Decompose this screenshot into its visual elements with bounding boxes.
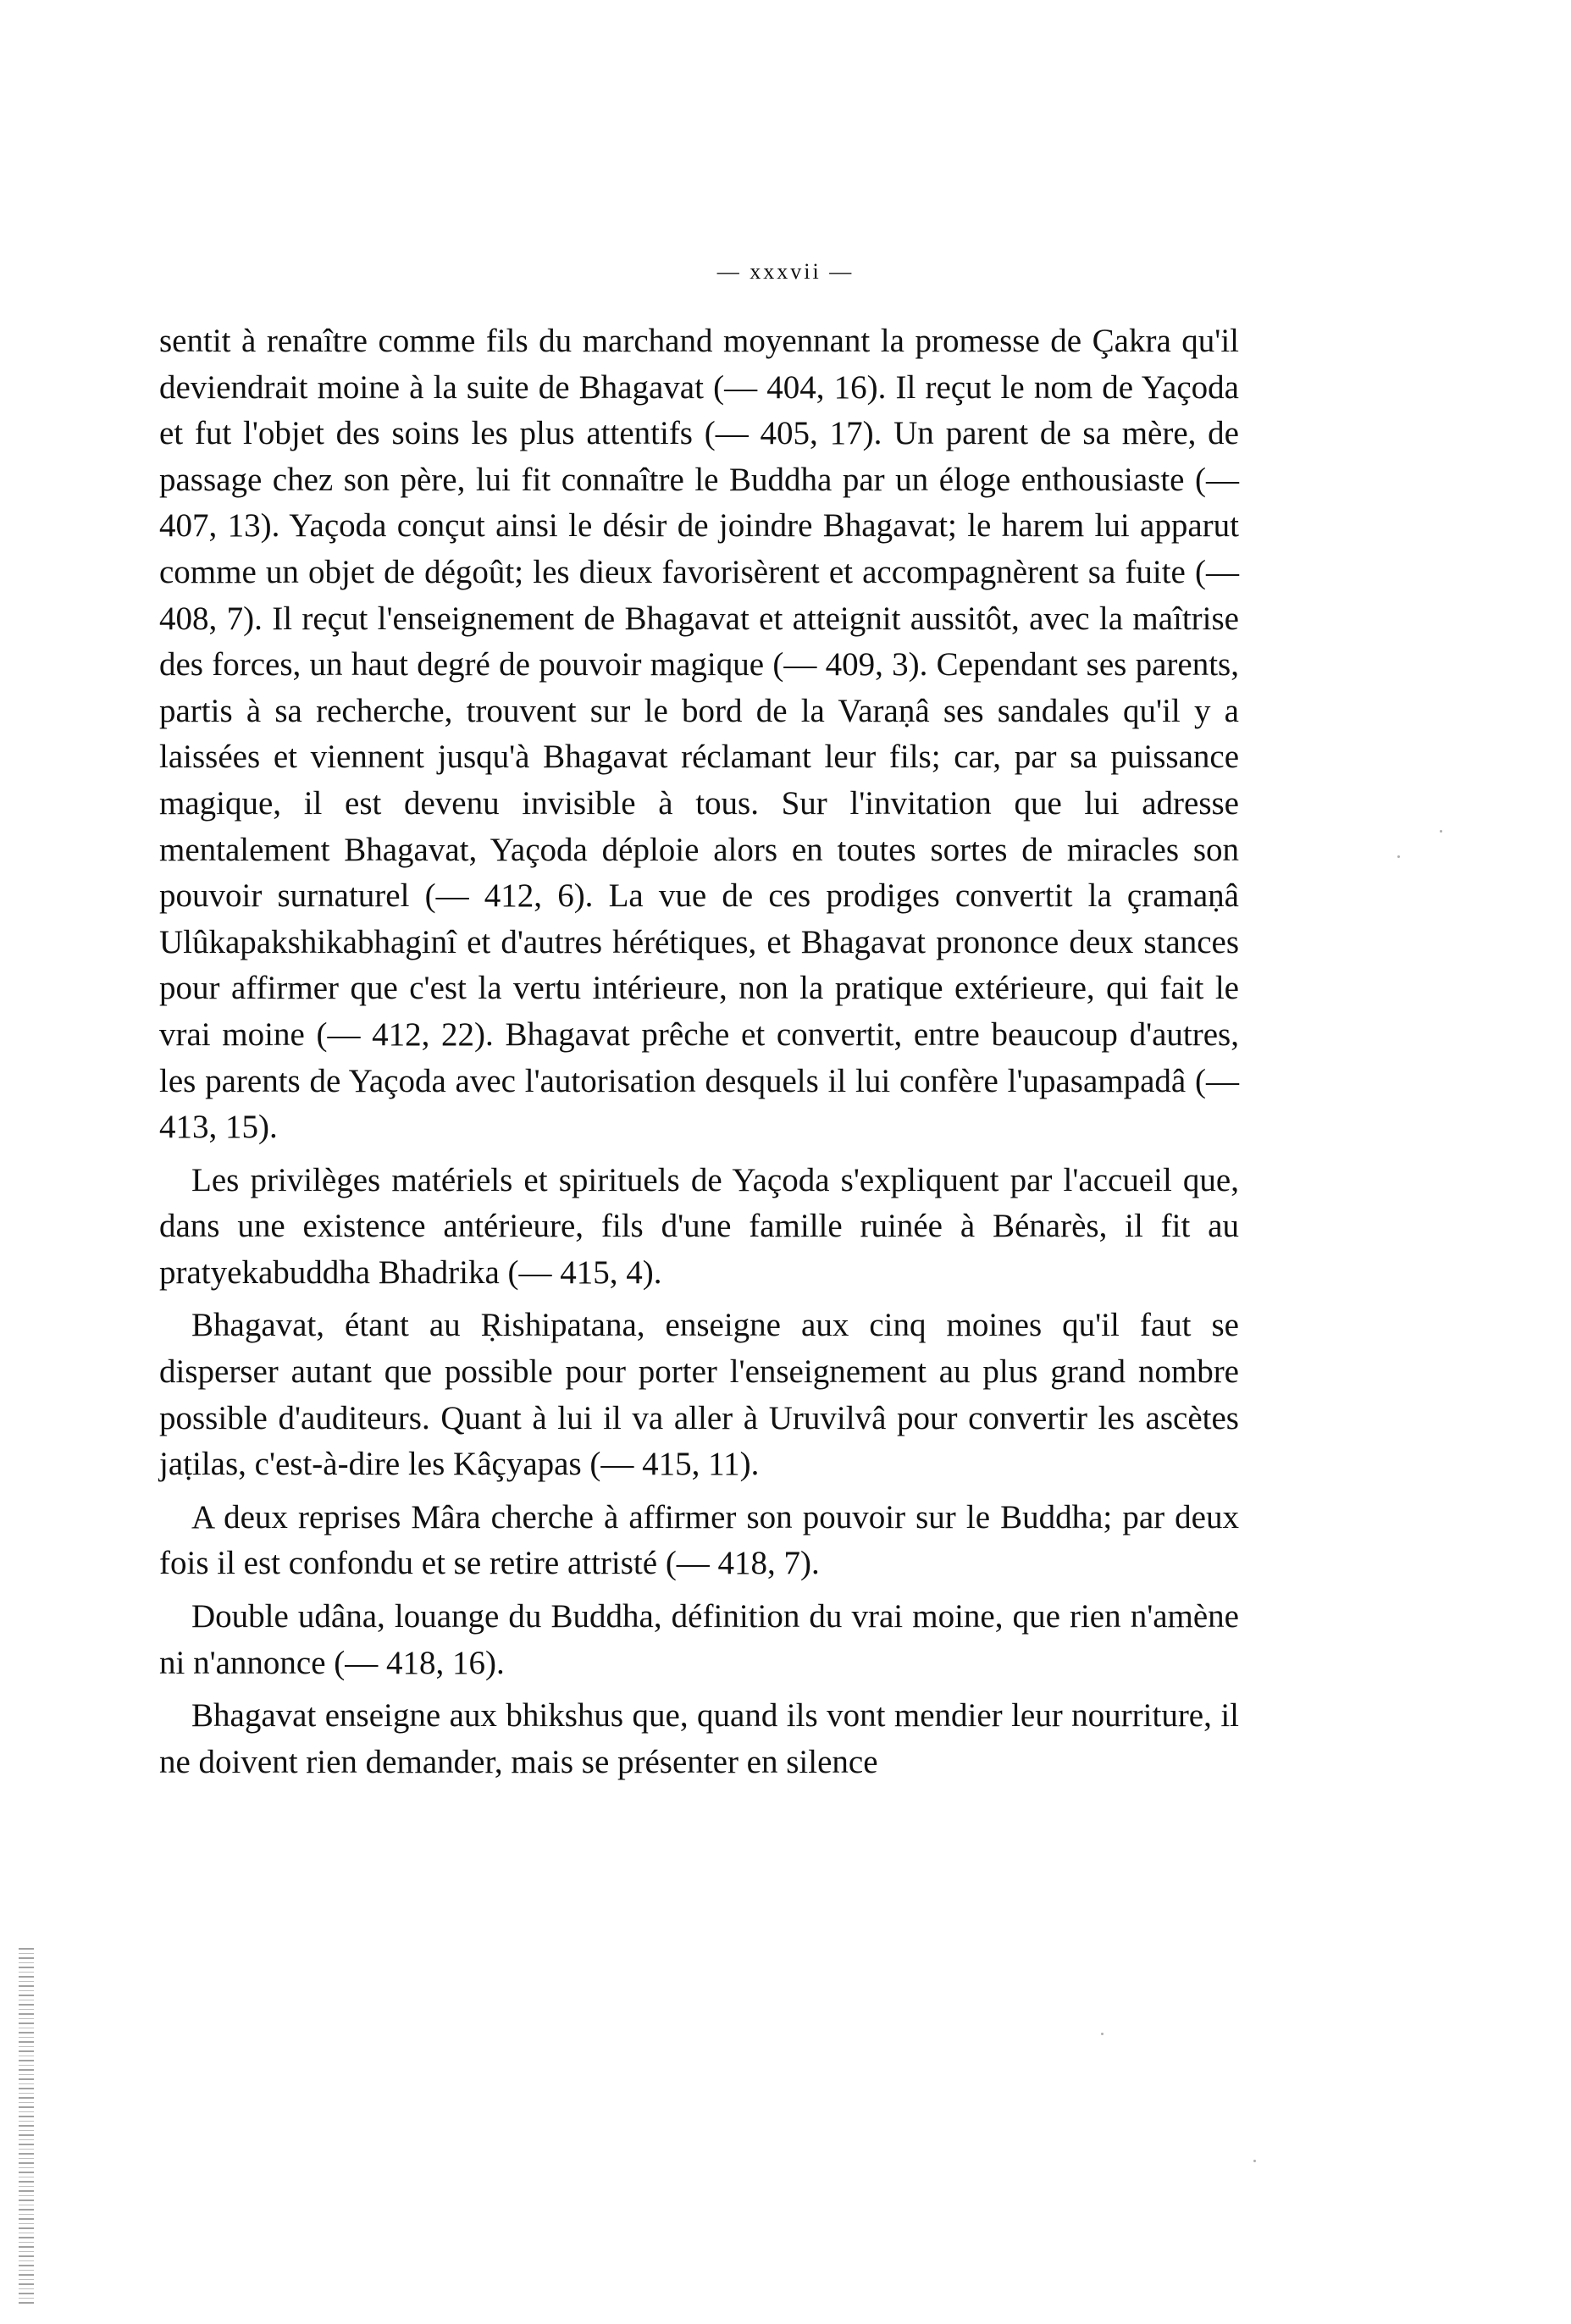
paper-speck [1253,2160,1256,2162]
paper-speck [1397,855,1400,858]
paper-speck [1101,2033,1104,2035]
body-text [159,318,1239,1785]
paragraph: Double udâna, louange du Buddha, définition du vrai moine, que rien n'amène ni n'annonce (— 418, 16). [159,1598,1239,1681]
paragraph: A deux reprises Mâra cherche à affirmer son pouvoir sur le Buddha; par deux fois il est confondu et se retire attristé (— 418, 7). [159,1498,1239,1582]
page-number-header: — xxxvii — [716,259,855,284]
paragraph: Les privilèges matériels et spirituels de Yaçoda s'expliquent par l'accueil que, dans une existence antérieure, fils d'une famille ruinée à Bénarès, il fit au pratyekabuddha Bhadrika (— 415, 4). [159,1161,1239,1291]
binding-edge-mark [19,1948,34,2304]
paragraph: Bhagavat, étant au Ṛishipatana, enseigne aux cinq moines qu'il faut se disperser autant que possible pour porter l'enseignement au plus grand nombre possible d'auditeurs. Quant à lui il va aller à Uruvilvâ pour convertir les ascètes jaṭilas, c'est-à-dire les Kâçyapas (— 415, 11). [159,1307,1239,1483]
paragraph-continued: sentit à renaître comme fils du marchand moyennant la promesse de Çakra qu'il deviendrait moine à la suite de Bhagavat (— 404, 16). Il reçut le nom de Yaçoda et fut l'objet des soins les plus attentifs (— 405, 17). Un parent de sa mère, de passage chez son père, lui fit connaître le Buddha par un éloge enthousiaste (— 407, 13). Yaçoda conçut ainsi le désir de joindre Bhagavat; le harem lui apparut comme un objet de dégoût; les dieux favorisèrent et accompagnèrent sa fuite (— 408, 7). Il reçut l'enseignement de Bhagavat et atteignit aussitôt, avec la maîtrise des forces, un haut degré de pouvoir magique (— 409, 3). Cependant ses parents, partis à sa recherche, trouvent sur le bord de la Varaṇâ ses sandales qu'il y a laissées et viennent jusqu'à Bhagavat réclamant leur fils; car, par sa puissance magique, il est devenu invisible à tous. Sur l'invitation que lui adresse mentalement Bhagavat, Yaçoda déploie alors en toutes sortes de miracles son pouvoir surnaturel (— 412, 6). La vue de ces prodiges convertit la çramaṇâ Ulûkapakshikabhaginî et d'autres hérétiques, et Bhagavat prononce deux stances pour affirmer que c'est la vertu intérieure, non la pratique extérieure, qui fait le vrai moine (— 412, 22). Bhagavat prêche et convertit, entre beaucoup d'autres, les parents de Yaçoda avec l'autorisation desquels il lui confère l'upasampadâ (— 413, 15). [159,323,1239,1146]
paper-speck [1440,830,1442,833]
paragraph: Bhagavat enseigne aux bhikshus que, quand ils vont mendier leur nourriture, il ne doivent rien demander, mais se présenter en silence [159,1697,1239,1780]
